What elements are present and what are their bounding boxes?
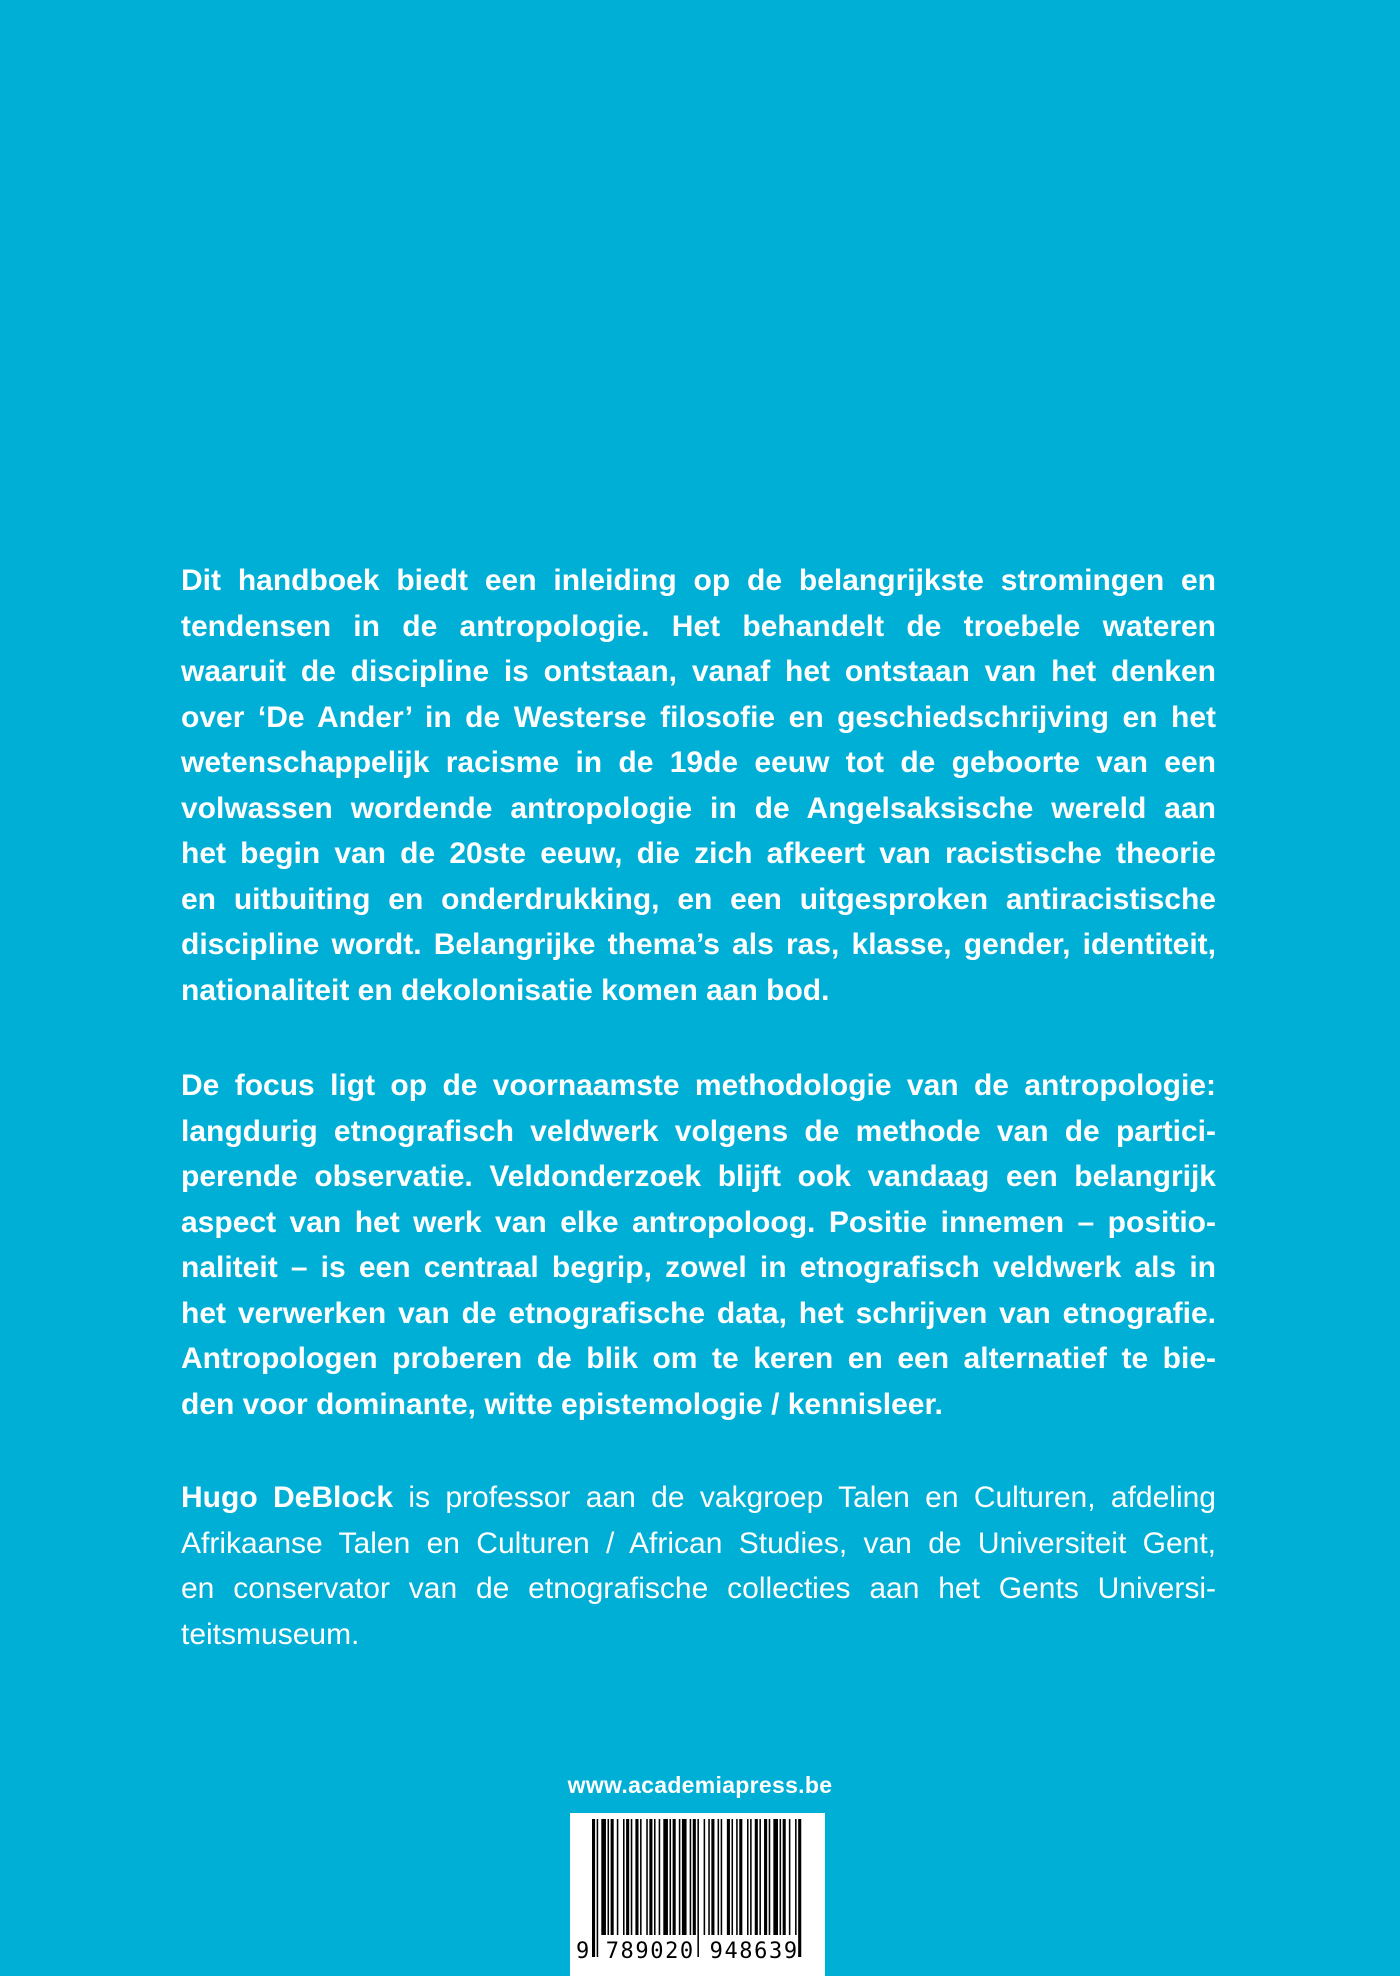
author-bio — [181, 1475, 1216, 1657]
text-line: perende observatie. Veldonderzoek blijft ook vandaag een belangrijk — [181, 1160, 1216, 1193]
barcode-bar — [789, 1819, 791, 1935]
text-line — [181, 1475, 1216, 1521]
barcode-bar — [654, 1819, 656, 1935]
barcode-bar — [764, 1819, 767, 1935]
barcode-bar — [727, 1819, 730, 1935]
bio-text: is professor aan de vakgroep Talen en Culturen, afdeling — [393, 1481, 1216, 1514]
barcode-bar — [597, 1819, 599, 1957]
barcode-bar — [718, 1819, 720, 1935]
barcode-bar — [659, 1819, 661, 1935]
text-line: volwassen wordende antropologie in de Angelsaksische wereld aan — [181, 791, 1216, 825]
barcode-bar — [670, 1819, 672, 1935]
text-line: het begin van de 20ste eeuw, die zich afkeert van racistische theorie — [181, 837, 1216, 870]
barcode-bar — [623, 1819, 625, 1935]
barcode-bar — [649, 1819, 652, 1935]
text-line: en uitbuiting en onderdrukking, en een uitgesproken antiracistische — [181, 882, 1216, 916]
description-paragraph-2 — [181, 1063, 1216, 1427]
text-line: waaruit de discipline is ontstaan, vanaf het ontstaan van het denken — [181, 655, 1216, 688]
barcode-bar — [592, 1819, 595, 1957]
barcode-bar — [739, 1819, 742, 1935]
barcode-bar — [697, 1819, 699, 1957]
barcode-bar — [736, 1819, 738, 1935]
barcode-bar — [759, 1819, 761, 1935]
text-line: Dit handboek biedt een inleiding op de belangrijkste stromingen en — [181, 564, 1216, 597]
text-line: den voor dominante, witte epistemologie / kennisleer. — [181, 1387, 943, 1421]
description-paragraph-1 — [181, 558, 1216, 1013]
text-line: nationaliteit en dekolonisatie komen aan bod. — [181, 973, 830, 1007]
barcode-bar — [747, 1819, 749, 1935]
barcode-bar — [679, 1819, 681, 1935]
text-line: aspect van het werk van elke antropoloog. Positie innemen – positio- — [181, 1205, 1216, 1239]
barcode-bar — [631, 1819, 633, 1935]
barcode-bar — [663, 1819, 668, 1935]
publisher-website: www.academiapress.be — [567, 1772, 833, 1798]
text-line: naliteit – is een centraal begrip, zowel in etnografisch veldwerk als in — [181, 1251, 1216, 1284]
barcode-bar — [608, 1819, 610, 1935]
barcode-bar — [708, 1819, 710, 1935]
text-line: wetenschappelijk racisme in de 19de eeuw tot de geboorte van een — [181, 746, 1216, 779]
barcode-bar — [617, 1819, 619, 1935]
isbn-number: 9 789020 948639 — [576, 1939, 799, 1964]
barcode-bar — [673, 1819, 676, 1935]
text-line: Afrikaanse Talen en Culturen / African Studies, van de Universiteit Gent, — [181, 1526, 1216, 1560]
barcode-bar — [704, 1819, 706, 1935]
barcode-bar — [755, 1819, 758, 1935]
text-line: De focus ligt op de voornaamste methodologie van de antropologie: — [181, 1069, 1216, 1102]
barcode-bar — [635, 1819, 638, 1935]
barcode-bar — [626, 1819, 629, 1935]
barcode-bar — [732, 1819, 734, 1935]
text-line: tendensen in de antropologie. Het behandelt de troebele wateren — [181, 609, 1216, 643]
text-line: Antropologen proberen de blik om te keren en een alternatief te bie- — [181, 1342, 1216, 1375]
barcode-bar — [711, 1819, 714, 1935]
barcode-bar — [783, 1819, 786, 1935]
barcode-bar — [693, 1819, 696, 1935]
barcode-bar — [640, 1819, 642, 1935]
barcode-bar — [769, 1819, 771, 1935]
barcode-bar — [601, 1819, 606, 1935]
text-line: teitsmuseum. — [181, 1617, 360, 1651]
barcode-bar — [611, 1819, 614, 1935]
barcode-bar — [646, 1819, 648, 1935]
barcode-bar — [795, 1819, 797, 1935]
text-line: discipline wordt. Belangrijke thema’s als ras, klasse, gender, identiteit, — [181, 928, 1216, 961]
text-line: langdurig etnografisch veldwerk volgens de methode van de partici- — [181, 1114, 1216, 1148]
barcode-bar — [798, 1819, 801, 1957]
barcode-bar — [780, 1819, 782, 1935]
barcode-bar — [721, 1819, 723, 1935]
text-line: het verwerken van de etnografische data, het schrijven van etnografie. — [181, 1296, 1216, 1330]
text-line: over ‘De Ander’ in de Westerse filosofie en geschiedschrijving en het — [181, 700, 1216, 734]
barcode-bar — [682, 1819, 687, 1935]
barcode-bar — [690, 1819, 692, 1935]
barcode-bar — [750, 1819, 752, 1935]
isbn-barcode — [570, 1813, 825, 1976]
author-name: Hugo DeBlock — [181, 1481, 394, 1514]
barcode-bar — [773, 1819, 778, 1935]
text-line: en conservator van de etnografische collecties aan het Gents Universi- — [181, 1572, 1216, 1605]
